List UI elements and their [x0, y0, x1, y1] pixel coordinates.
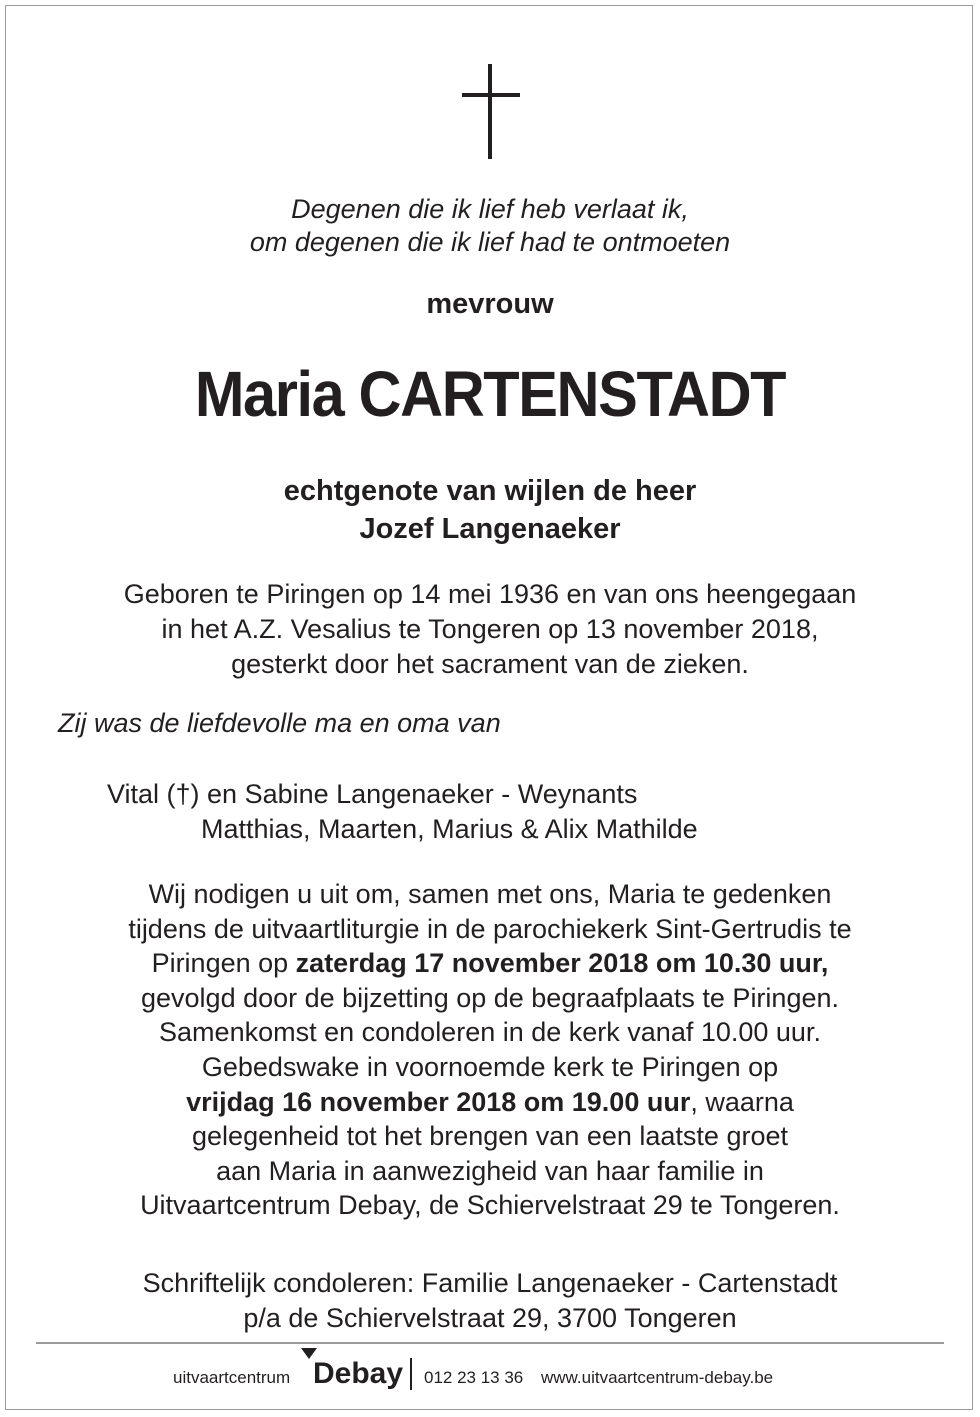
brand-prefix: uitvaartcentrum: [173, 1368, 291, 1387]
born-line-2: in het A.Z. Vesalius te Tongeren op 13 november 2018,: [161, 614, 819, 644]
footer: [0, 1356, 980, 1396]
invite-text: Piringen op: [151, 948, 296, 979]
birth-death-info: [0, 577, 980, 682]
invite-line: Gebedswake in voornoemde kerk te Piringen op: [201, 1051, 779, 1082]
phone-number: 012 23 13 36: [424, 1368, 524, 1387]
invite-line: gelegenheid tot het brengen van een laatste groet: [192, 1121, 788, 1152]
spouse-info: [0, 472, 980, 548]
vigil-date: vrijdag 16 november 2018 om 19.00 uur: [186, 1086, 691, 1117]
quote-line-1: Degenen die ik lief heb verlaat ik,: [291, 194, 689, 224]
invite-line: tijdens de uitvaartliturgie in de parochiekerk Sint-Gertrudis te: [128, 913, 852, 944]
spouse-line-1: echtgenote van wijlen de heer: [283, 475, 697, 507]
born-line-1: Geboren te Piringen op 14 mei 1936 en van ons heengegaan: [123, 579, 857, 609]
condolences-line-1: Schriftelijk condoleren: Familie Langenaeker - Cartenstadt: [142, 1268, 838, 1298]
brand-name: Debay: [313, 1357, 404, 1390]
invite-line: [0, 946, 980, 981]
cross-icon: [462, 64, 520, 159]
invite-line: Samenkomst en condoleren in de kerk vanaf 10.00 uur.: [159, 1017, 821, 1048]
condolences-line-2: p/a de Schiervelstraat 29, 3700 Tongeren: [243, 1303, 737, 1333]
family-line-1: Vital (†) en Sabine Langenaeker - Weynants: [107, 779, 638, 809]
born-line-3: gesterkt door het sacrament van de zieken.: [231, 649, 749, 679]
invite-line: Uitvaartcentrum Debay, de Schiervelstraat 29 te Tongeren.: [140, 1190, 840, 1221]
written-condolences: [0, 1266, 980, 1336]
footer-divider: [36, 1342, 944, 1344]
quote-line-2: om degenen die ik lief had te ontmoeten: [249, 227, 731, 257]
opening-quote: [0, 193, 980, 259]
spouse-line-2: Jozef Langenaeker: [359, 513, 621, 545]
deceased-name: Maria CARTENSTADT: [194, 358, 786, 430]
invite-line: [0, 1085, 980, 1120]
invite-text: , waarna: [690, 1086, 794, 1117]
invite-line: gevolgd door de bijzetting op de begraafplaats te Piringen.: [141, 982, 839, 1013]
footer-separator: [410, 1358, 412, 1390]
website-url: www.uitvaartcentrum-debay.be: [541, 1368, 774, 1387]
family-intro: Zij was de liefdevolle ma en oma van: [58, 708, 501, 738]
invite-line: Wij nodigen u uit om, samen met ons, Maria te gedenken: [148, 879, 832, 909]
salutation: mevrouw: [426, 288, 554, 320]
family-line-2: Matthias, Maarten, Marius & Alix Mathilde: [201, 814, 698, 844]
invite-line: aan Maria in aanwezigheid van haar familie in: [216, 1155, 764, 1186]
funeral-date: zaterdag 17 november 2018 om 10.30 uur,: [295, 948, 829, 979]
invitation-text: [0, 877, 980, 1223]
